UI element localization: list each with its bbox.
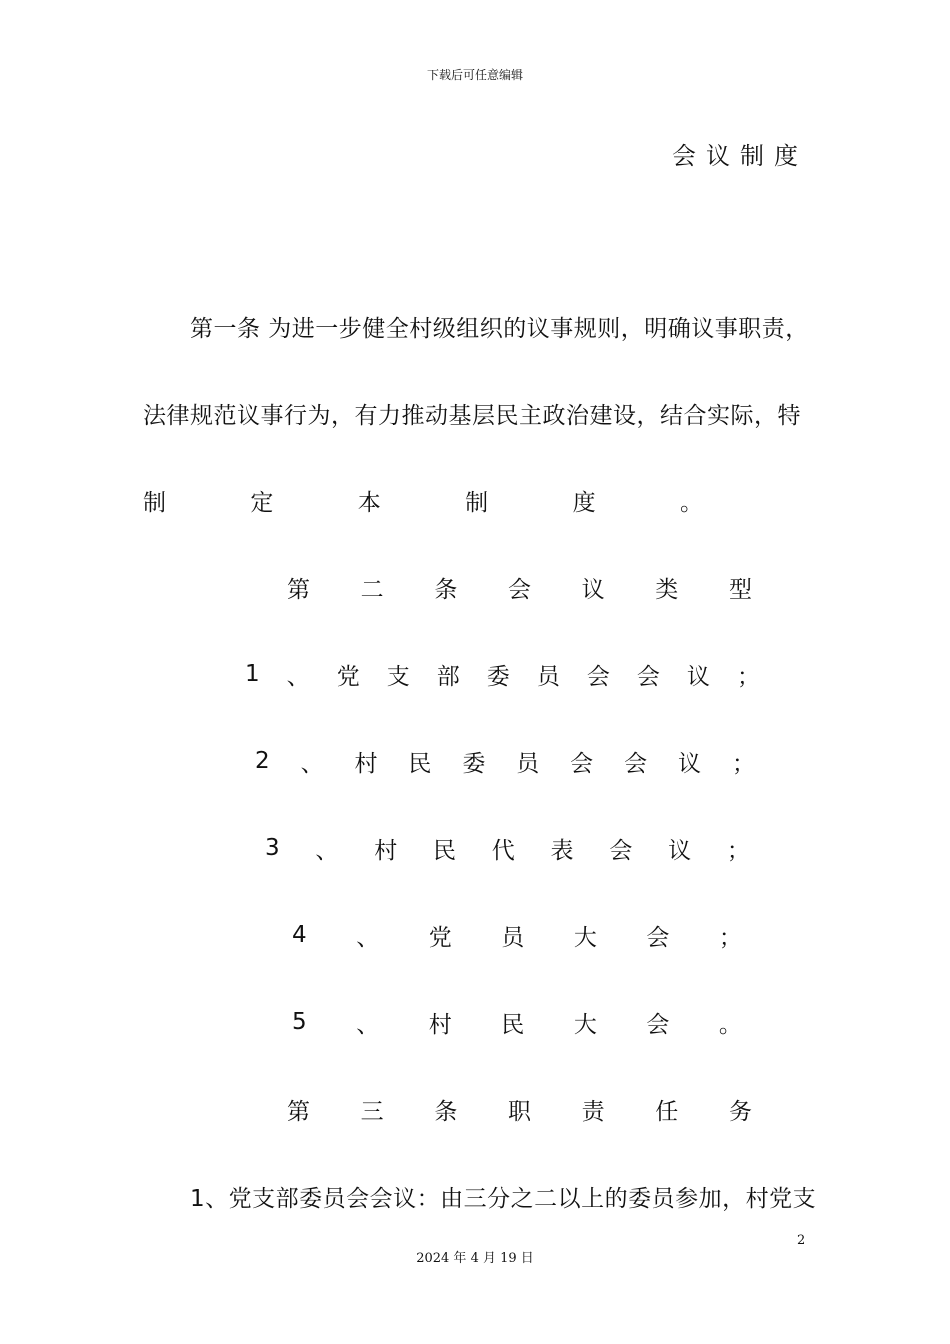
glyph: 议 (581, 576, 605, 603)
glyph: 党 (336, 663, 360, 690)
glyph: 度 (572, 489, 596, 516)
glyph: ； (731, 750, 755, 777)
glyph: 任 (655, 1098, 679, 1125)
glyph: 表 (550, 837, 574, 864)
glyph: 务 (728, 1098, 752, 1125)
article3-item1: 1、党支部委员会会议：由三分之二以上的委员参加，村党支 (190, 1186, 817, 1212)
glyph: 责 (581, 1098, 605, 1125)
glyph: 条 (434, 576, 458, 603)
glyph: 3 (265, 835, 280, 861)
glyph: ； (718, 924, 742, 951)
glyph: 1 (245, 661, 260, 687)
glyph: 村 (354, 750, 378, 777)
glyph: 、 (286, 663, 310, 690)
meeting-type-item-1 (245, 658, 760, 690)
header-note: 下载后可任意编辑 (426, 68, 523, 82)
meeting-type-item-5 (292, 1006, 742, 1038)
glyph: 委 (486, 663, 510, 690)
article3-heading (287, 1093, 752, 1125)
glyph: 、 (356, 1011, 380, 1038)
glyph: 议 (686, 663, 710, 690)
glyph: 5 (292, 1009, 307, 1035)
glyph: 、 (356, 924, 380, 951)
glyph: 本 (357, 489, 381, 516)
glyph: 第 (287, 1098, 310, 1125)
glyph: ； (736, 663, 760, 690)
glyph: 代 (491, 837, 515, 864)
glyph: 民 (501, 1011, 525, 1038)
glyph: 二 (360, 576, 384, 603)
glyph: 村 (428, 1011, 452, 1038)
glyph: 党 (428, 924, 452, 951)
glyph: 会 (624, 750, 648, 777)
glyph: 第 (287, 576, 310, 603)
meeting-type-item-2 (255, 745, 755, 777)
meeting-type-item-4 (292, 919, 742, 951)
glyph: 议 (668, 837, 692, 864)
glyph: 类 (655, 576, 679, 603)
footer-date: 2024 年 4 月 19 日 (416, 1251, 534, 1266)
glyph: 职 (507, 1098, 531, 1125)
glyph: 定 (250, 489, 274, 516)
page-number: 2 (797, 1233, 806, 1248)
meeting-type-item-3 (265, 832, 750, 864)
article1-line3 (143, 484, 703, 516)
glyph: 员 (501, 924, 525, 951)
glyph: 4 (292, 922, 307, 948)
glyph: 会 (646, 924, 670, 951)
glyph: 条 (434, 1098, 458, 1125)
glyph: 。 (718, 1011, 742, 1038)
article2-heading (287, 571, 752, 603)
glyph: 会 (646, 1011, 670, 1038)
article1-line2: 法律规范议事行为，有力推动基层民主政治建设，结合实际，特 (143, 403, 801, 429)
glyph: 会 (586, 663, 610, 690)
glyph: 大 (573, 924, 597, 951)
glyph: 民 (408, 750, 432, 777)
document-title: 会议制度 (672, 142, 808, 170)
glyph: ； (726, 837, 750, 864)
glyph: 部 (436, 663, 460, 690)
article1-line1: 第一条 为进一步健全村级组织的议事规则，明确议事职责， (190, 316, 809, 342)
glyph: 支 (386, 663, 410, 690)
glyph: 村 (374, 837, 398, 864)
glyph: 。 (679, 489, 703, 516)
glyph: 民 (432, 837, 456, 864)
glyph: 议 (678, 750, 702, 777)
glyph: 、 (315, 837, 339, 864)
glyph: 员 (536, 663, 560, 690)
glyph: 制 (465, 489, 489, 516)
glyph: 2 (255, 748, 270, 774)
glyph: 、 (300, 750, 324, 777)
glyph: 会 (609, 837, 633, 864)
glyph: 会 (507, 576, 531, 603)
glyph: 型 (728, 576, 752, 603)
glyph: 会 (636, 663, 660, 690)
glyph: 制 (143, 489, 166, 516)
glyph: 委 (462, 750, 486, 777)
glyph: 会 (570, 750, 594, 777)
glyph: 三 (360, 1098, 384, 1125)
glyph: 员 (516, 750, 540, 777)
glyph: 大 (573, 1011, 597, 1038)
